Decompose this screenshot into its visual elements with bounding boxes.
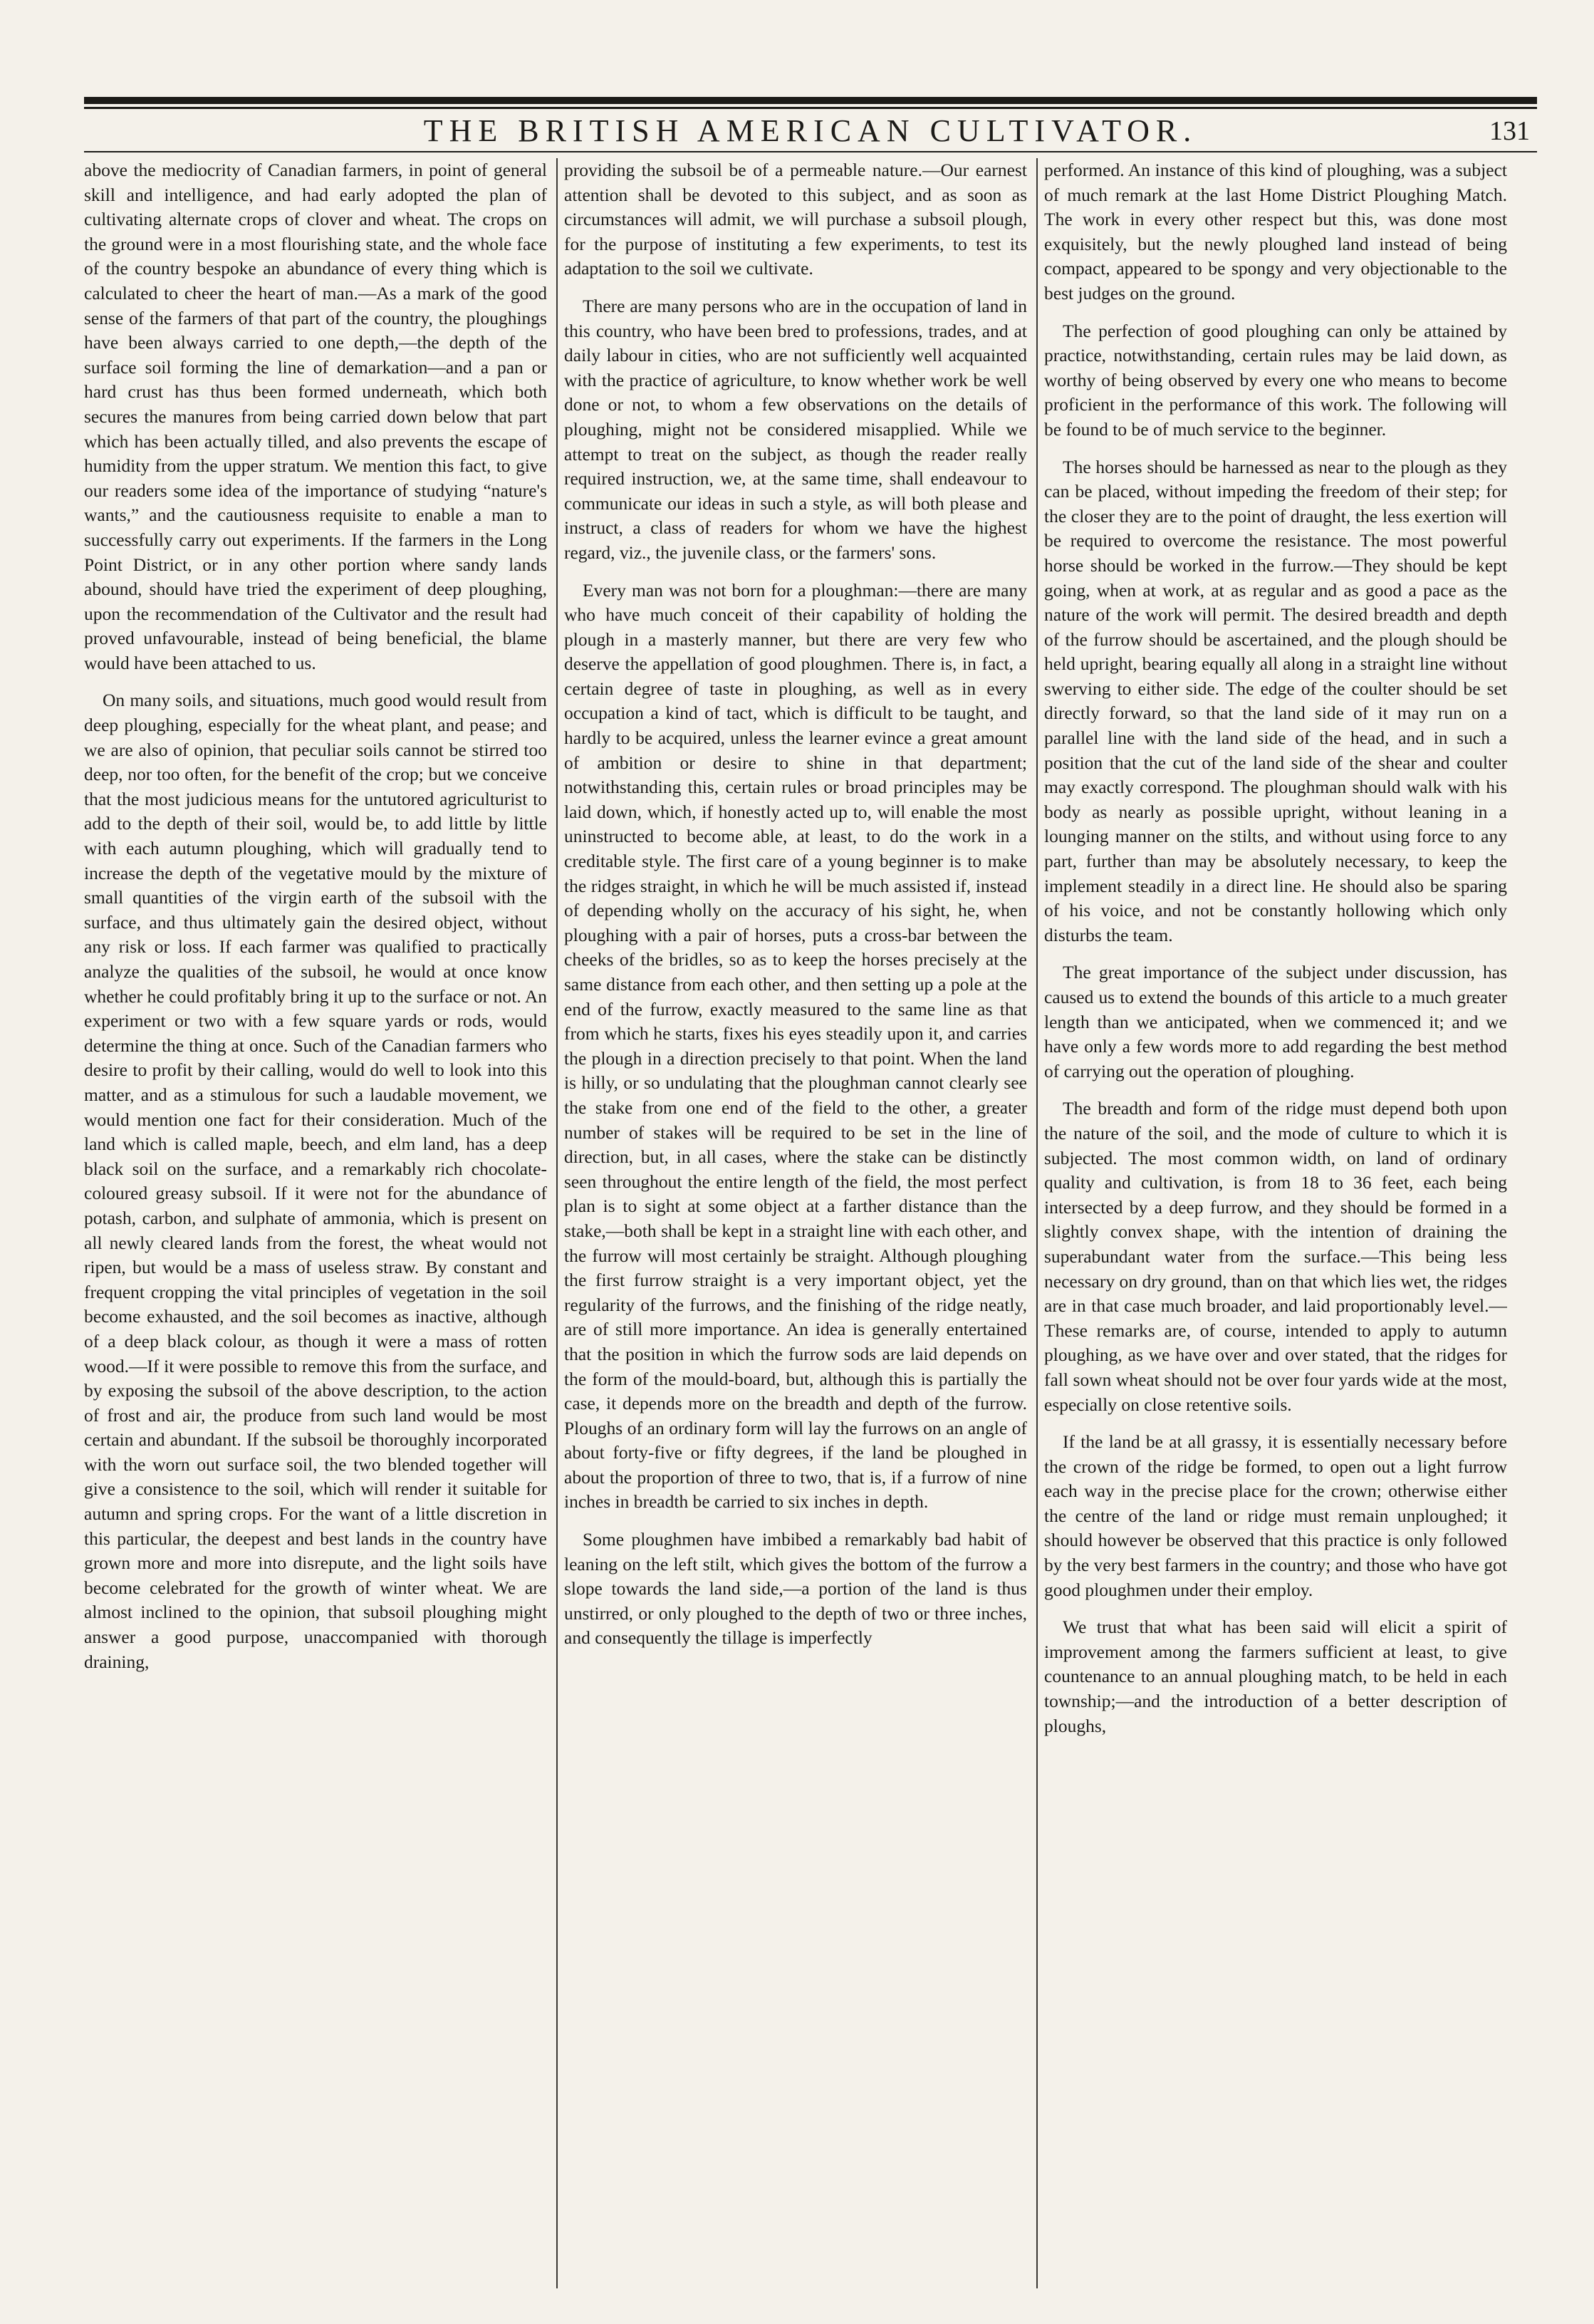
page-number: 131	[1489, 116, 1530, 146]
paragraph: providing the subsoil be of a permeable nature.—Our earnest attention shall be devoted to this subject, and as soon as circumstances will admit, we will purchase a subsoil plough, for the purpose of instituting a few experiments, to test its adaptation to the soil we cultivate.	[564, 160, 1027, 279]
paragraph: Every man was not born for a ploughman:—there are many who have much conceit of their capability of holding the plough in a masterly manner, but there are very few who deserve the appellation of good ploughmen. There is, in fact, a certain degree of taste in ploughing, as well as in every occupation a kind of tact, which is difficult to be taught, and hardly to be acquired, unless the learner evince a great amount of ambition or desire to shine in that department; notwithstanding this, certain rules or broad principles may be laid down, which, if honestly acted up to, will enable the most uninstructed to become able, at least, to do the work in a creditable style. The first care of a young beginner is to make the ridges straight, in which he will be much assisted if, instead of depending wholly on the accuracy of his sight, he, when ploughing with a pair of horses, puts a cross-bar between the cheeks of the bridles, so as to keep the horses precisely at the same distance from each other, and then setting up a pole at the end of the furrow, exactly measured to the same line as that from which he starts, fixes his eyes steadily upon it, and carries the plough in a direction precisely to that point. When the land is hilly, or so undulating that the ploughman cannot clearly see the stake from one end of the field to the other, a greater number of stakes will be required to be set in the line of direction, but, in all cases, where the stake can be distinctly seen throughout the entire length of the field, the most perfect plan is to sight at some object at a farther distance than the stake,—both shall be kept in a straight line with each other, and the furrow will most certainly be straight. Although ploughing the first furrow straight is a very important object, yet the regularity of the furrows, and the finishing of the ridge neatly, are of still more importance. An idea is generally entertained that the position in which the furrow sods are laid depends on the form of the mould-board, but, although this is partially the case, it depends more on the breadth and depth of the furrow. Ploughs of an ordinary form will lay the furrows on an angle of about forty-five or fifty degrees, if the land be ploughed in about the proportion of three to two, that is, if a furrow of nine inches in breadth be carried to six inches in depth.	[564, 579, 1027, 1513]
text-column-1	[84, 158, 547, 2288]
publication-title: THE BRITISH AMERICAN CULTIVATOR.	[423, 113, 1198, 148]
paragraph: The breadth and form of the ridge must depend both upon the nature of the soil, and the mode of culture to which it is subjected. The most common width, on land of ordinary quality and cultivation, is from 18 to 36 feet, each being intersected by a deep furrow, and they should be formed in a slightly convex shape, with the intention of draining the superabundant water from the surface.—This being less necessary on dry ground, than on that which lies wet, the ridges are in that case much broader, and laid proportionably level.—These remarks are, of course, intended to apply to autumn ploughing, as we have over and over stated, that the ridges for fall sown wheat should not be over four yards wide at the most, especially on close retentive soils.	[1044, 1098, 1507, 1415]
paragraph: performed. An instance of this kind of ploughing, was a subject of much remark at the last Home District Ploughing Match. The work in every other respect but this, was done most exquisitely, but the newly ploughed land instead of being compact, appeared to be spongy and very objectionable to the best judges on the ground.	[1044, 160, 1507, 304]
column-divider	[556, 158, 558, 2288]
header-second-rule	[84, 107, 1537, 109]
text-column-3	[1044, 158, 1507, 2288]
paragraph: On many soils, and situations, much good would result from deep ploughing, especially for the wheat plant, and pease; and we are also of opinion, that peculiar soils cannot be stirred too deep, nor too often, for the benefit of the crop; but we conceive that the most judicious means for the untutored agriculturist to add to the depth of their soil, would be, to add little by little with each autumn ploughing, which will gradually tend to increase the depth of the vegetative mould by the mixture of small quantities of the virgin earth of the subsoil with the surface, and thus ultimately gain the desired object, without any risk or loss. If each farmer was qualified to practically analyze the qualities of the subsoil, he would at once know whether he could profitably bring it up to the surface or not. An experiment or two with a few square yards or rods, would determine the thing at once. Such of the Canadian farmers who desire to profit by their calling, would do well to look into this matter, and as a stimulous for such a laudable movement, we would mention one fact for their consideration. Much of the land which is called maple, beech, and elm land, has a deep black soil on the surface, and a remarkably rich chocolate-coloured greasy subsoil. If it were not for the abundance of potash, carbon, and sulphate of ammonia, which is present on all newly cleared lands from the forest, the wheat would not ripen, but would be a mass of useless straw. By constant and frequent cropping the vital principles of vegetation in the soil become exhausted, and the soil becomes as inactive, although of a deep black colour, as though it were a mass of rotten wood.—If it were possible to remove this from the surface, and by exposing the subsoil of the above description, to the action of frost and air, the produce from such land would be most certain and abundant. If the subsoil be thoroughly incorporated with the worn out surface soil, the two blended together will give a consistence to the soil, which will render it suitable for autumn and spring crops. For the want of a little discretion in this particular, the deepest and best lands in the country have grown more and more into disrepute, and the light soils have become celebrated for the growth of winter wheat. We are almost inclined to the opinion, that subsoil ploughing might answer a good purpose, unaccompanied with thorough draining,	[84, 690, 547, 1672]
paragraph: The great importance of the subject under discussion, has caused us to extend the bounds of this article to a much greater length than we anticipated, when we commenced it; and we have only a few words more to add regarding the best method of carrying out the operation of ploughing.	[1044, 962, 1507, 1081]
paragraph: We trust that what has been said will elicit a spirit of improvement among the farmers sufficient at least, to give countenance to an annual ploughing match, to be held in each township;—and the introduction of a better description of ploughs,	[1044, 1617, 1507, 1736]
paragraph: The perfection of good ploughing can only be attained by practice, notwithstanding, certain rules may be laid down, as worthy of being observed by every one who means to become proficient in the performance of this work. The following will be found to be of much service to the beginner.	[1044, 320, 1507, 440]
header-bottom-rule	[84, 151, 1537, 152]
header-top-rule	[84, 97, 1537, 104]
paragraph: If the land be at all grassy, it is essentially necessary before the crown of the ridge be formed, to open out a light furrow each way in the precise place for the crown; otherwise either the centre of the land or ridge must remain unploughed; it should however be observed that this practice is only followed by the very best farmers in the country; and those who have got good ploughmen under their employ.	[1044, 1431, 1507, 1600]
paragraph: Some ploughmen have imbibed a remarkably bad habit of leaning on the left stilt, which gives the bottom of the furrow a slope towards the land side,—a portion of the land is thus unstirred, or only ploughed to the depth of two or three inches, and consequently the tillage is imperfectly	[564, 1529, 1027, 1649]
column-divider	[1036, 158, 1038, 2288]
paragraph: There are many persons who are in the occupation of land in this country, who have been bred to professions, trades, and at daily labour in cities, who are not sufficiently well acquainted with the practice of agriculture, to know whether work be well done or not, to whom a few observations on the details of ploughing, might not be considered misapplied. While we attempt to treat on the subject, as though the reader really required instruction, we, at the same time, shall endeavour to communicate our ideas in such a style, as will both please and instruct, a class of readers for whom we have the highest regard, viz., the juvenile class, or the farmers' sons.	[564, 295, 1027, 563]
paragraph: The horses should be harnessed as near to the plough as they can be placed, without impeding the freedom of their step; for the closer they are to the point of draught, the less exertion will be required to overcome the resistance. The most powerful horse should be worked in the furrow.—They should be kept going, when at work, at as regular and as good a pace as the nature of the work will permit. The desired breadth and depth of the furrow should be ascertained, and the plough should be held upright, bearing equally all along in a straight line without swerving to either side. The edge of the coulter should be set directly forward, so that the land side of it may run on a parallel line with the land side of the head, and in such a position that the cut of the land side of the shear and coulter may exactly correspond. The ploughman should walk with his body as nearly as possible upright, without leaning in a lounging manner on the stilts, and without using force to any part, further than may be absolutely necessary, to keep the implement steadily in a direct line. He should also be sparing of his voice, and not be constantly hollowing which only disturbs the team.	[1044, 456, 1507, 945]
masthead	[84, 113, 1537, 150]
text-column-2	[564, 158, 1027, 2288]
paragraph: above the mediocrity of Canadian farmers, in point of general skill and intelligence, and had early adopted the plan of cultivating alternate crops of clover and wheat. The crops on the ground were in a most flourishing state, and the whole face of the country bespoke an abundance of every thing which is calculated to cheer the heart of man.—As a mark of the good sense of the farmers of that part of the country, the ploughings have been always carried to one depth,—the depth of the surface soil forming the line of demarkation—and a pan or hard crust has thus been formed underneath, which both secures the manures from being carried down below that part which has been actually tilled, and also prevents the escape of humidity from the upper stratum. We mention this fact, to give our readers some idea of the importance of studying “nature's wants,” and the cautiousness requisite to enable a man to successfully carry out experiments. If the farmers in the Long Point District, or in any other portion where sandy lands abound, should have tried the experiment of deep ploughing, upon the recommendation of the Cultivator and the result had proved unfavourable, instead of being beneficial, the blame would have been attached to us.	[84, 160, 547, 673]
